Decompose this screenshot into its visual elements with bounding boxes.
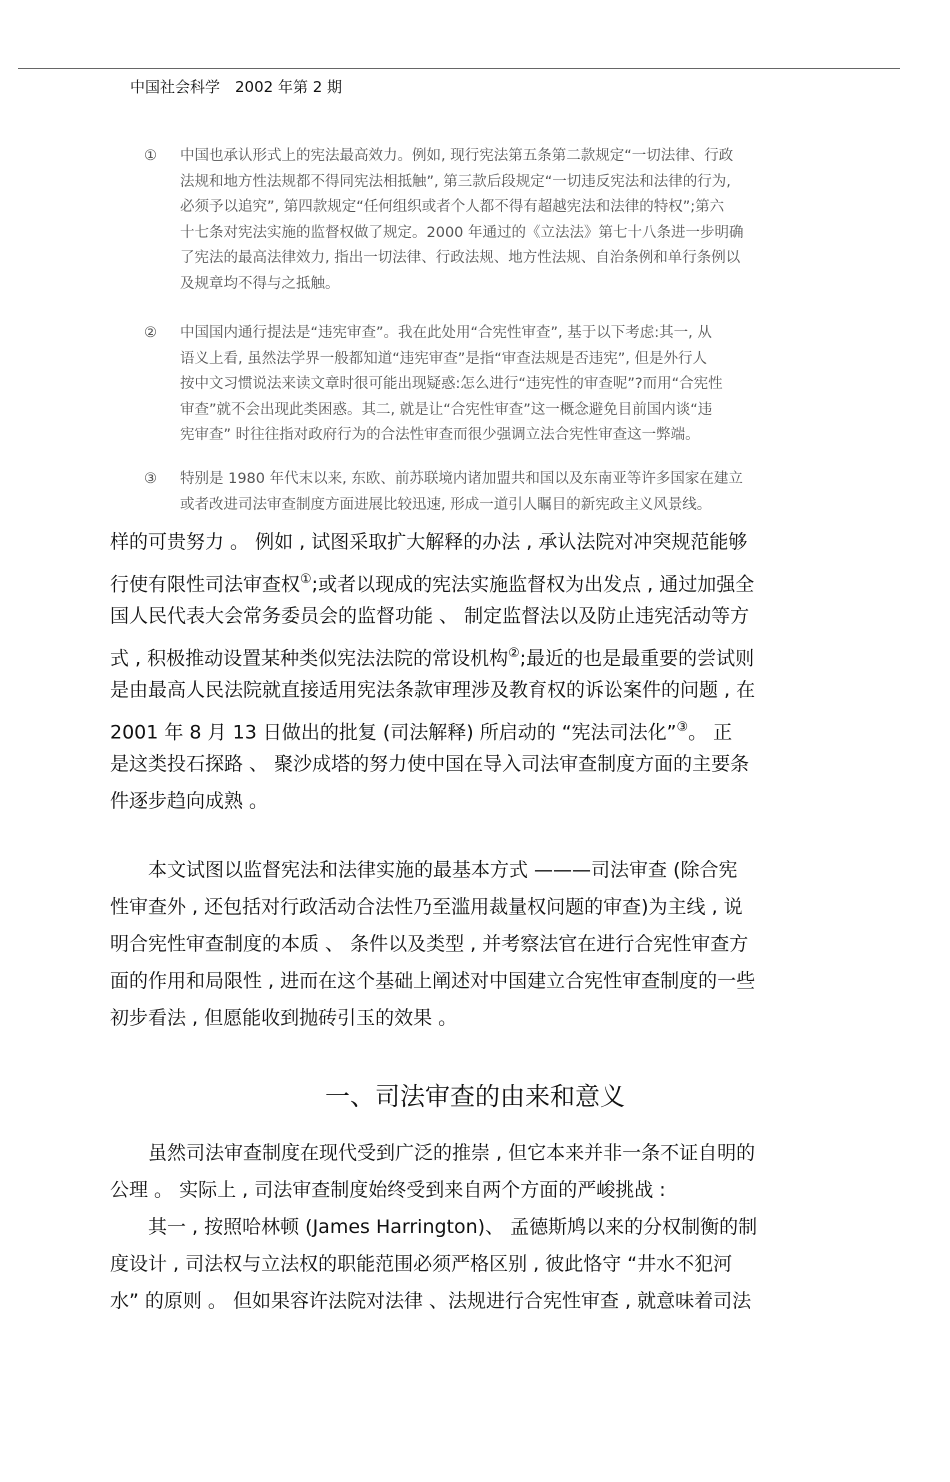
section-title: 一、司法审查的由来和意义 [324, 1082, 625, 1111]
text-line: 明合宪性审查制度的本质 、 条件以及类型 , 并考察法官在进行合宪性审查方 [110, 933, 749, 955]
footnote-ref-1[interactable]: ① [300, 572, 312, 587]
text-line: 其一 , 按照哈林顿 (James Harrington)、 孟德斯鸠以来的分权制衡的制 [110, 1216, 758, 1238]
footnote-line: 宪审查” 时往往指对政府行为的合法性审查而很少强调立法合宪性审查这一弊端。 [180, 427, 700, 443]
footnote-ref-2[interactable]: ② [508, 646, 520, 661]
paragraph-3 [110, 1135, 845, 1320]
text-line: 国人民代表大会常务委员会的监督功能 、 制定监督法以及防止违宪活动等方 [110, 605, 750, 627]
footnote-line: 按中文习惯说法来读文章时很可能出现疑惑:怎么进行“违宪性的审查呢”?而用“合宪性 [180, 376, 723, 392]
text-span: 。 正 [688, 721, 733, 744]
text-line: 性审查外 , 还包括对行政活动合法性乃至滥用裁量权问题的审查)为主线 , 说 [110, 896, 743, 918]
footnote-line: 中国国内通行提法是“违宪审查”。我在此处用“合宪性审查”, 基于以下考虑:其一, 从 [180, 325, 712, 341]
footnote-line: 语义上看, 虽然法学界一般都知道“违宪审查”是指“审查法规是否违宪”, 但是外行人 [180, 350, 707, 367]
text-line: 是由最高人民法院就直接适用宪法条款审理涉及教育权的诉讼案件的问题 , 在 [110, 679, 756, 701]
footnote-line: 特别是 1980 年代末以来, 东欧、前苏联境内诸加盟共和国以及东南亚等许多国家在建立 [180, 471, 743, 487]
text-line: 本文试图以监督宪法和法律实施的最基本方式 ———司法审查 (除合宪 [110, 859, 738, 881]
footnote-number: ③ [144, 471, 157, 487]
footnote-number: ② [144, 325, 157, 341]
footnote-line: 必须予以追究”, 第四款规定“任何组织或者个人都不得有超越宪法和法律的特权”;第六 [180, 199, 725, 215]
text-line: 是这类投石探路 、 聚沙成塔的努力使中国在导入司法审查制度方面的主要条 [110, 753, 750, 775]
footnote-line: 了宪法的最高法律效力, 指出一切法律、行政法规、地方性法规、自治条例和单行条例以 [180, 250, 741, 266]
text-line [110, 709, 845, 746]
text-line: 面的作用和局限性 , 进而在这个基础上阐述对中国建立合宪性审查制度的一些 [110, 970, 756, 992]
text-span: 式 , 积极推动设置某种类似宪法法院的常设机构 [110, 647, 509, 670]
text-line [110, 635, 845, 672]
footnote-3 [144, 467, 844, 518]
text-line: 件逐步趋向成熟 。 [110, 790, 269, 812]
text-line: 样的可贵努力 。 例如 , 试图采取扩大解释的办法 , 承认法院对冲突规范能够 [110, 531, 748, 553]
footnote-ref-3[interactable]: ③ [676, 720, 689, 735]
footnote-1 [144, 144, 844, 297]
text-span: 行使有限性司法审查权 [110, 573, 301, 596]
footnote-2 [144, 321, 844, 449]
text-line: 水” 的原则 。 但如果容许法院对法律 、法规进行合宪性审查 , 就意味着司法 [110, 1290, 752, 1312]
footnote-line: 及规章均不得与之抵触。 [180, 275, 340, 292]
text-line [110, 561, 845, 598]
text-span: ;最近的也是最重要的尝试则 [519, 647, 755, 670]
footnote-line: 十七条对宪法实施的监督权做了规定。2000 年通过的《立法法》第七十八条进一步明确 [180, 224, 744, 241]
footnote-line: 中国也承认形式上的宪法最高效力。例如, 现行宪法第五条第二款规定“一切法律、行政 [180, 148, 734, 164]
paragraph-2 [110, 852, 845, 1037]
text-line: 度设计 , 司法权与立法权的职能范围必须严格区别 , 彼此恪守 “井水不犯河 [110, 1253, 733, 1275]
footnote-line: 或者改进司法审查制度方面进展比较迅速, 形成一道引人瞩目的新宪政主义风景线。 [180, 496, 712, 513]
footnote-line: 法规和地方性法规都不得同宪法相抵触”, 第三款后段规定“一切违反宪法和法律的行为, [180, 173, 731, 190]
footnote-number: ① [144, 148, 157, 164]
header-rule [18, 68, 900, 69]
text-span: 2001 年 8 月 13 日做出的批复 (司法解释) 所启动的 “宪法司法化” [110, 721, 677, 744]
text-line: 虽然司法审查制度在现代受到广泛的推崇 , 但它本来并非一条不证自明的 [110, 1142, 756, 1164]
footnote-line: 审查”就不会出现此类困惑。其二, 就是让“合宪性审查”这一概念避免目前国内谈“违 [180, 401, 713, 418]
text-span: ;或者以现成的宪法实施监督权为出发点 , 通过加强全 [311, 573, 755, 596]
text-line: 初步看法 , 但愿能收到抛砖引玉的效果 。 [110, 1007, 458, 1029]
journal-header: 中国社会科学 2002 年第 2 期 [130, 78, 343, 96]
paragraph-1 [110, 524, 845, 820]
text-line: 公理 。 实际上 , 司法审查制度始终受到来自两个方面的严峻挑战 : [110, 1179, 666, 1201]
